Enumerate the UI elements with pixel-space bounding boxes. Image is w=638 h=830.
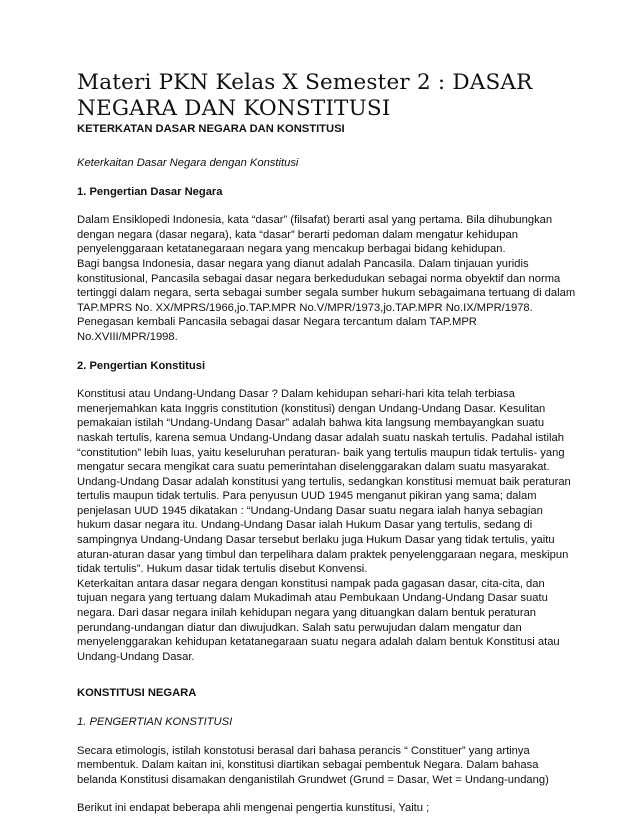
document-subtitle: KETERKATAN DASAR NEGARA DAN KONSTITUSI — [77, 123, 345, 135]
section1-para3: Penegasan kembali Pancasila sebagai dasar Negara tercantum dalam TAP.MPR No.XVIII/MPR/1998. — [77, 316, 477, 343]
section3-para2: Berikut ini endapat beberapa ahli mengenai pengertia kunstitusi, Yaitu ; — [77, 802, 430, 815]
section2-para2: Undang-Undang Dasar adalah konstitusi yang tertulis, sedangkan konstitusi memuat baik peraturan tertulis maupun tidak tertulis. Para penyusun UUD 1945 menganut pikiran yang sama; dalam penjelasan UUD 1945 dikatakan : “Undang-Undang Dasar suatu negara ialah hanya sebagian hukum dasar negara itu. Undang-Undang Dasar ialah Hukum Dasar yang tertulis, sedang di sampingnya Undang-Undang Dasar tersebut berlaku juga Hukum Dasar yang tidak tertulis, yaitu aturan-aturan dasar yang timbul dan terpelihara dalam praktek penyelenggaraan negara, meskipun tidak tertulis”. Hukum dasar tidak tertulis disebut Konvensi. — [77, 475, 571, 576]
document-title — [77, 70, 577, 122]
section1-para2: Bagi bangsa Indonesia, dasar negara yang dianut adalah Pancasila. Dalam tinjauan yuridis konstitusional, Pancasila sebagai dasar negara berkedudukan sebagai norma obyektif dan norma tertinggi dalam negara, serta sebagai sumber segala sumber hukum sebagaimana tertuang di dalam TAP.MPRS No. XX/MPRS/1966,jo.TAP.MPR No.V/MPR/1973,jo.TAP.MPR No.IX/MPR/1978. — [77, 257, 576, 314]
section1-para1: Dalam Ensiklopedi Indonesia, kata “dasar” (filsafat) berarti asal yang pertama. Bila dihubungkan dengan negara (dasar negara), kata “dasar” berarti pedoman dalam mengatur kehidupan penyelenggaraan ketatanegaraan negara yang mencakup berbagai bidang kehidupan. — [77, 214, 553, 256]
intro-italic: Keterkaitan Dasar Negara dengan Konstitusi — [77, 157, 299, 169]
title-line-2: NEGARA DAN KONSTITUSI — [77, 96, 391, 121]
title-line-1: Materi PKN Kelas X Semester 2 : DASAR — [77, 70, 533, 95]
section3-para1: Secara etimologis, istilah konstotusi berasal dari bahasa perancis “ Constituer” yang artinya membentuk. Dalam kaitan ini, konstitusi diartikan sebagai pembentuk Negara. Dalam bahasa belanda Konstitusi disamakan denganistilah Grundwet (Grund = Dasar, Wet = Undang-undang) — [77, 744, 549, 786]
section3-subheading: 1. PENGERTIAN KONSTITUSI — [77, 716, 233, 728]
document-content — [77, 70, 577, 830]
section1-heading: 1. Pengertian Dasar Negara — [77, 185, 223, 198]
section3-heading: KONSTITUSI NEGARA — [77, 687, 197, 700]
section2-para1: Konstitusi atau Undang-Undang Dasar ? Dalam kehidupan sehari-hari kita telah terbiasa menerjemahkan kata Inggris constitution (konstitusi) dengan Undang-Undang Dasar. Kesulitan pemakaian istilah “Undang-Undang Dasar” adalah bahwa kita langsung membayangkan suatu naskah tertulis, karena semua Undang-Undang dasar adalah suatu naskah tertulis. Padahal istilah “constitution” lebih luas, yaitu keseluruhan peraturan- baik yang tertulis maupun tidak tertulis- yang mengatur secara mengikat cara suatu pemerintahan diselenggarakan dalam suatu masyarakat. — [77, 388, 565, 474]
section2-para3: Keterkaitan antara dasar negara dengan konstitusi nampak pada gagasan dasar, cita-cita, dan tujuan negara yang tertuang dalam Mukadimah atau Pembukaan Undang-Undang Dasar suatu negara. Dari dasar negara inilah kehidupan negara yang dituangkan dalam bentuk peraturan perundang-undangan diatur dan diwujudkan. Salah satu perwujudan dalam mengatur dan menyelenggarakan kehidupan ketatanegaraan suatu negara adalah dalam bentuk Konstitusi atau Undang-Undang Dasar. — [77, 577, 560, 663]
section2-heading: 2. Pengertian Konstitusi — [77, 359, 206, 372]
